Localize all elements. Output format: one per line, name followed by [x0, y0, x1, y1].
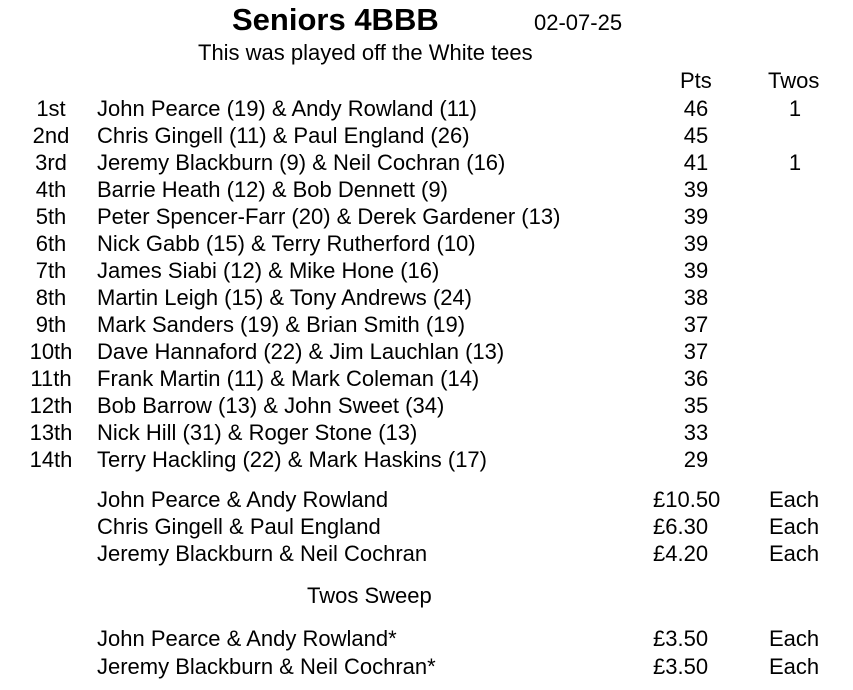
- position: 9th: [35, 312, 67, 337]
- prize-pair: John Pearce & Andy Rowland: [97, 487, 389, 512]
- position: 1st: [36, 96, 66, 121]
- points: 37: [683, 339, 709, 364]
- result-row: [0, 231, 853, 258]
- position: 5th: [35, 204, 67, 229]
- position: 7th: [35, 258, 67, 283]
- prize-amount: £10.50: [653, 487, 721, 512]
- position: 14th: [29, 447, 73, 472]
- prize-pair: Jeremy Blackburn & Neil Cochran: [97, 541, 428, 566]
- points: 37: [683, 312, 709, 337]
- result-row: [0, 447, 853, 474]
- pair-names: Jeremy Blackburn (9) & Neil Cochran (16): [97, 150, 506, 175]
- position: 13th: [29, 420, 73, 445]
- result-row: [0, 393, 853, 420]
- points: 38: [683, 285, 709, 310]
- prize-pair: Chris Gingell & Paul England: [97, 514, 381, 539]
- prize-each: Each: [769, 541, 820, 566]
- page-title: Seniors 4BBB: [232, 2, 439, 37]
- points: 46: [683, 96, 709, 121]
- position: 6th: [35, 231, 67, 256]
- result-row: [0, 204, 853, 231]
- points: 36: [683, 366, 709, 391]
- points: 39: [683, 177, 709, 202]
- pair-names: Nick Gabb (15) & Terry Rutherford (10): [97, 231, 476, 256]
- points: 35: [683, 393, 709, 418]
- result-row: [0, 312, 853, 339]
- result-row: [0, 258, 853, 285]
- position: 4th: [35, 177, 67, 202]
- result-row: [0, 285, 853, 312]
- position: 10th: [29, 339, 73, 364]
- sweep-pair: John Pearce & Andy Rowland*: [97, 626, 397, 651]
- result-row: [0, 177, 853, 204]
- prize-each: Each: [769, 487, 820, 512]
- pair-names: Barrie Heath (12) & Bob Dennett (9): [97, 177, 448, 202]
- points: 29: [683, 447, 709, 472]
- pair-names: Nick Hill (31) & Roger Stone (13): [97, 420, 418, 445]
- twos-sweep-heading: Twos Sweep: [307, 583, 432, 608]
- points: 33: [683, 420, 709, 445]
- result-row: [0, 420, 853, 447]
- points: 39: [683, 258, 709, 283]
- pair-names: John Pearce (19) & Andy Rowland (11): [97, 96, 477, 121]
- points: 39: [683, 231, 709, 256]
- twos-count: 1: [788, 150, 802, 175]
- position: 12th: [29, 393, 73, 418]
- prize-amount: £4.20: [653, 541, 709, 566]
- prize-row: [0, 514, 853, 541]
- position: 2nd: [32, 123, 70, 148]
- prize-row: [0, 541, 853, 568]
- prize-row: [0, 487, 853, 514]
- sweep-each: Each: [769, 654, 820, 679]
- column-header-twos: Twos: [768, 68, 820, 93]
- sweep-pair: Jeremy Blackburn & Neil Cochran*: [97, 654, 436, 679]
- pair-names: Bob Barrow (13) & John Sweet (34): [97, 393, 445, 418]
- twos-count: 1: [788, 96, 802, 121]
- result-row: [0, 96, 853, 123]
- sweep-each: Each: [769, 626, 820, 651]
- sweep-row: [0, 654, 853, 681]
- pair-names: James Siabi (12) & Mike Hone (16): [97, 258, 440, 283]
- prize-amount: £6.30: [653, 514, 709, 539]
- pair-names: Terry Hackling (22) & Mark Haskins (17): [97, 447, 487, 472]
- points: 41: [683, 150, 709, 175]
- position: 8th: [35, 285, 67, 310]
- sweep-row: [0, 626, 853, 653]
- sweep-amount: £3.50: [653, 626, 709, 651]
- pair-names: Frank Martin (11) & Mark Coleman (14): [97, 366, 480, 391]
- result-row: [0, 339, 853, 366]
- points: 45: [683, 123, 709, 148]
- position: 11th: [30, 366, 72, 391]
- points: 39: [683, 204, 709, 229]
- sweep-amount: £3.50: [653, 654, 709, 679]
- result-row: [0, 123, 853, 150]
- pair-names: Martin Leigh (15) & Tony Andrews (24): [97, 285, 472, 310]
- pair-names: Peter Spencer-Farr (20) & Derek Gardener (13): [97, 204, 561, 229]
- pair-names: Dave Hannaford (22) & Jim Lauchlan (13): [97, 339, 505, 364]
- result-row: [0, 150, 853, 177]
- prize-each: Each: [769, 514, 820, 539]
- tees-note: This was played off the White tees: [198, 40, 533, 65]
- column-header-pts: Pts: [680, 68, 712, 93]
- result-row: [0, 366, 853, 393]
- position: 3rd: [35, 150, 67, 175]
- pair-names: Mark Sanders (19) & Brian Smith (19): [97, 312, 466, 337]
- event-date: 02-07-25: [534, 10, 623, 35]
- pair-names: Chris Gingell (11) & Paul England (26): [97, 123, 470, 148]
